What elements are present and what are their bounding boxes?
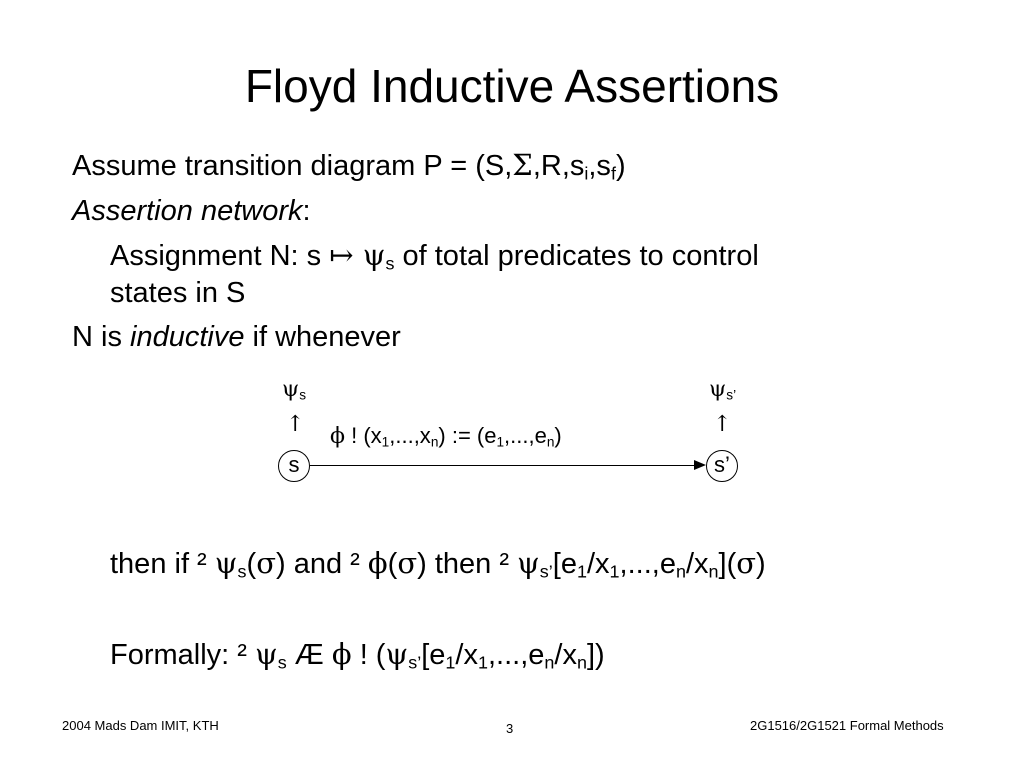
states-line: states in S xyxy=(110,277,246,309)
assume-line: Assume transition diagram $P = (S,\Sigma,R,s_i,s_f)$ xyxy=(72,148,626,184)
inductive-line: N is inductive if whenever xyxy=(72,321,401,353)
state-node-s: s xyxy=(278,450,310,482)
transition-arrow-line xyxy=(310,465,696,466)
up-arrow-left: ↑ xyxy=(286,412,305,437)
transition-label: ϕ ! $(x_1,...,x_n)$ := $(e_1,...,e_n)$ xyxy=(330,423,562,450)
assertion-network-line: Assertion network: xyxy=(72,195,311,227)
state-node-s-prime: s’ xyxy=(706,450,738,482)
then-line: then if ² $\psi_s(\sigma)$ and ² ϕ(σ) then ² $\psi_{s’}[e_1/x_1,...,e_n/x_n](\sigma)$ xyxy=(110,546,766,582)
formally-line: Formally: ² $\psi_s$ Æ ϕ ! $(\psi_{s’}[e_1/x_1,...,e_n/x_n])$ xyxy=(110,637,605,673)
psi-s-label: $\psi_s$ xyxy=(282,377,307,403)
slide-title: Floyd Inductive Assertions xyxy=(244,60,780,112)
assignment-line: Assignment N: s ↦ $\psi_s$ of total predicates to control xyxy=(110,238,759,274)
footer-author: 2004 Mads Dam IMIT, KTH xyxy=(62,718,219,733)
psi-s-prime-label: $\psi_{s’}$ xyxy=(709,377,737,403)
footer-course: 2G1516/2G1521 Formal Methods xyxy=(750,718,944,733)
up-arrow-right: ↑ xyxy=(713,412,732,437)
transition-arrow-head xyxy=(694,460,706,470)
page-number: 3 xyxy=(506,721,514,736)
